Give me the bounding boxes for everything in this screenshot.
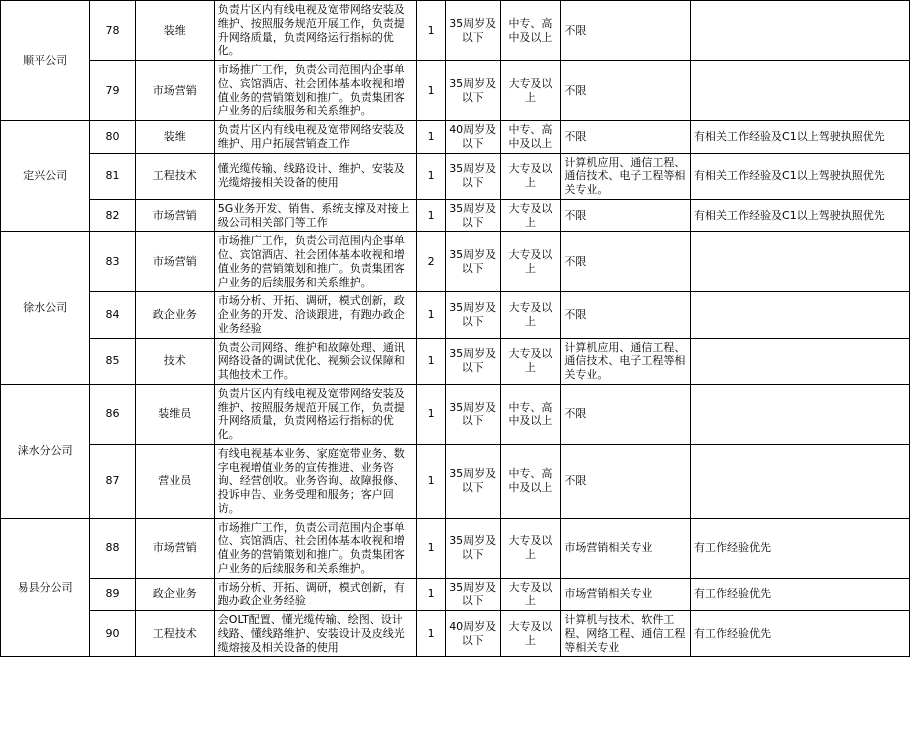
headcount-cell: 1 <box>417 1 445 61</box>
table-row <box>1 518 910 578</box>
headcount-cell: 1 <box>417 292 445 338</box>
table-body <box>1 1 910 657</box>
age-cell: 35周岁及以下 <box>445 61 500 121</box>
headcount-cell: 1 <box>417 153 445 199</box>
major-cell: 不限 <box>561 384 691 444</box>
duty-cell: 市场分析、开拓、调研，模式创新，政企业务的开发、洽谈跟进，有跑办政企业务经验 <box>214 292 417 338</box>
duty-cell: 有线电视基本业务、家庭宽带业务、数字电视增值业务的宣传推进、业务咨询、经营创收。业务咨询、故障报修、投诉申告、业务受理和服务；客户回访。 <box>214 444 417 518</box>
education-cell: 大专及以上 <box>500 518 561 578</box>
other-requirement-cell: 有相关工作经验及C1以上驾驶执照优先 <box>691 121 910 154</box>
headcount-cell: 1 <box>417 611 445 657</box>
major-cell: 市场营销相关专业 <box>561 578 691 611</box>
duty-cell: 5G业务开发、销售、系统支撑及对接上级公司相关部门等工作 <box>214 199 417 232</box>
age-cell: 40周岁及以下 <box>445 611 500 657</box>
age-cell: 35周岁及以下 <box>445 1 500 61</box>
table-row <box>1 61 910 121</box>
age-cell: 35周岁及以下 <box>445 338 500 384</box>
major-cell: 计算机应用、通信工程、通信技术、电子工程等相关专业。 <box>561 153 691 199</box>
company-cell: 顺平公司 <box>1 1 90 121</box>
position-cell: 市场营销 <box>135 199 214 232</box>
table-row <box>1 292 910 338</box>
row-number-cell: 90 <box>90 611 136 657</box>
duty-cell: 懂光缆传输、线路设计、维护、安装及光缆熔接相关设备的使用 <box>214 153 417 199</box>
row-number-cell: 87 <box>90 444 136 518</box>
row-number-cell: 83 <box>90 232 136 292</box>
major-cell: 不限 <box>561 232 691 292</box>
education-cell: 大专及以上 <box>500 61 561 121</box>
duty-cell: 负责片区内有线电视及宽带网络安装及维护、按照服务规范开展工作，负责提升网络质量，负责网络运行指标的优化。 <box>214 1 417 61</box>
age-cell: 35周岁及以下 <box>445 153 500 199</box>
position-cell: 市场营销 <box>135 518 214 578</box>
position-cell: 市场营销 <box>135 232 214 292</box>
other-requirement-cell <box>691 61 910 121</box>
company-cell: 易县分公司 <box>1 518 90 657</box>
position-cell: 工程技术 <box>135 611 214 657</box>
headcount-cell: 1 <box>417 578 445 611</box>
row-number-cell: 89 <box>90 578 136 611</box>
table-row <box>1 611 910 657</box>
duty-cell: 负责片区内有线电视及宽带网络安装及维护、按照服务规范开展工作，负责提升网络质量，负责网格运行指标的优化。 <box>214 384 417 444</box>
education-cell: 大专及以上 <box>500 338 561 384</box>
row-number-cell: 82 <box>90 199 136 232</box>
table-row <box>1 444 910 518</box>
company-cell: 涞水分公司 <box>1 384 90 518</box>
row-number-cell: 79 <box>90 61 136 121</box>
row-number-cell: 88 <box>90 518 136 578</box>
position-cell: 市场营销 <box>135 61 214 121</box>
other-requirement-cell <box>691 292 910 338</box>
position-cell: 装维 <box>135 121 214 154</box>
table-row <box>1 338 910 384</box>
major-cell: 计算机与技术、软件工程、网络工程、通信工程等相关专业 <box>561 611 691 657</box>
other-requirement-cell: 有工作经验优先 <box>691 518 910 578</box>
row-number-cell: 86 <box>90 384 136 444</box>
duty-cell: 负责片区内有线电视及宽带网络安装及维护、用户拓展营销查工作 <box>214 121 417 154</box>
position-cell: 技术 <box>135 338 214 384</box>
other-requirement-cell: 有相关工作经验及C1以上驾驶执照优先 <box>691 153 910 199</box>
position-cell: 工程技术 <box>135 153 214 199</box>
major-cell: 不限 <box>561 292 691 338</box>
age-cell: 35周岁及以下 <box>445 578 500 611</box>
major-cell: 不限 <box>561 444 691 518</box>
row-number-cell: 78 <box>90 1 136 61</box>
age-cell: 35周岁及以下 <box>445 518 500 578</box>
major-cell: 不限 <box>561 61 691 121</box>
row-number-cell: 81 <box>90 153 136 199</box>
headcount-cell: 1 <box>417 384 445 444</box>
education-cell: 大专及以上 <box>500 199 561 232</box>
duty-cell: 会OLT配置、懂光缆传输、绘图、设计线路、懂线路维护、安装设计及皮线光缆熔接及相关设备的使用 <box>214 611 417 657</box>
headcount-cell: 1 <box>417 518 445 578</box>
education-cell: 中专、高中及以上 <box>500 444 561 518</box>
age-cell: 35周岁及以下 <box>445 232 500 292</box>
headcount-cell: 1 <box>417 61 445 121</box>
other-requirement-cell <box>691 338 910 384</box>
major-cell: 不限 <box>561 121 691 154</box>
education-cell: 中专、高中及以上 <box>500 384 561 444</box>
company-cell: 定兴公司 <box>1 121 90 232</box>
row-number-cell: 80 <box>90 121 136 154</box>
education-cell: 大专及以上 <box>500 153 561 199</box>
other-requirement-cell: 有工作经验优先 <box>691 611 910 657</box>
major-cell: 不限 <box>561 199 691 232</box>
other-requirement-cell <box>691 384 910 444</box>
education-cell: 中专、高中及以上 <box>500 1 561 61</box>
table-row <box>1 153 910 199</box>
headcount-cell: 1 <box>417 199 445 232</box>
headcount-cell: 1 <box>417 444 445 518</box>
position-cell: 政企业务 <box>135 292 214 338</box>
table-row <box>1 384 910 444</box>
duty-cell: 市场推广工作，负责公司范围内企事单位、宾馆酒店、社会团体基本收视和增值业务的营销策划和推广。负责集团客户业务的后续服务和关系维护。 <box>214 232 417 292</box>
education-cell: 大专及以上 <box>500 611 561 657</box>
major-cell: 市场营销相关专业 <box>561 518 691 578</box>
education-cell: 中专、高中及以上 <box>500 121 561 154</box>
other-requirement-cell <box>691 444 910 518</box>
duty-cell: 市场推广工作，负责公司范围内企事单位、宾馆酒店、社会团体基本收视和增值业务的营销策划和推广。负责集团客户业务的后续服务和关系维护。 <box>214 518 417 578</box>
age-cell: 35周岁及以下 <box>445 384 500 444</box>
major-cell: 计算机应用、通信工程、通信技术、电子工程等相关专业。 <box>561 338 691 384</box>
table-row <box>1 199 910 232</box>
duty-cell: 负责公司网络、维护和故障处理、通讯网络设备的调试优化、视频会议保障和其他技术工作。 <box>214 338 417 384</box>
table-row <box>1 121 910 154</box>
other-requirement-cell: 有工作经验优先 <box>691 578 910 611</box>
other-requirement-cell: 有相关工作经验及C1以上驾驶执照优先 <box>691 199 910 232</box>
duty-cell: 市场推广工作，负责公司范围内企事单位、宾馆酒店、社会团体基本收视和增值业务的营销策划和推广。负责集团客户业务的后续服务和关系维护。 <box>214 61 417 121</box>
row-number-cell: 85 <box>90 338 136 384</box>
table-row <box>1 578 910 611</box>
age-cell: 35周岁及以下 <box>445 292 500 338</box>
education-cell: 大专及以上 <box>500 232 561 292</box>
table-row <box>1 232 910 292</box>
age-cell: 35周岁及以下 <box>445 444 500 518</box>
position-cell: 政企业务 <box>135 578 214 611</box>
duty-cell: 市场分析、开拓、调研，模式创新，有跑办政企业务经验 <box>214 578 417 611</box>
table-row <box>1 1 910 61</box>
age-cell: 35周岁及以下 <box>445 199 500 232</box>
major-cell: 不限 <box>561 1 691 61</box>
position-cell: 营业员 <box>135 444 214 518</box>
education-cell: 大专及以上 <box>500 578 561 611</box>
other-requirement-cell <box>691 232 910 292</box>
headcount-cell: 1 <box>417 121 445 154</box>
headcount-cell: 2 <box>417 232 445 292</box>
position-cell: 装维员 <box>135 384 214 444</box>
row-number-cell: 84 <box>90 292 136 338</box>
position-cell: 装维 <box>135 1 214 61</box>
other-requirement-cell <box>691 1 910 61</box>
age-cell: 40周岁及以下 <box>445 121 500 154</box>
education-cell: 大专及以上 <box>500 292 561 338</box>
headcount-cell: 1 <box>417 338 445 384</box>
company-cell: 徐水公司 <box>1 232 90 385</box>
